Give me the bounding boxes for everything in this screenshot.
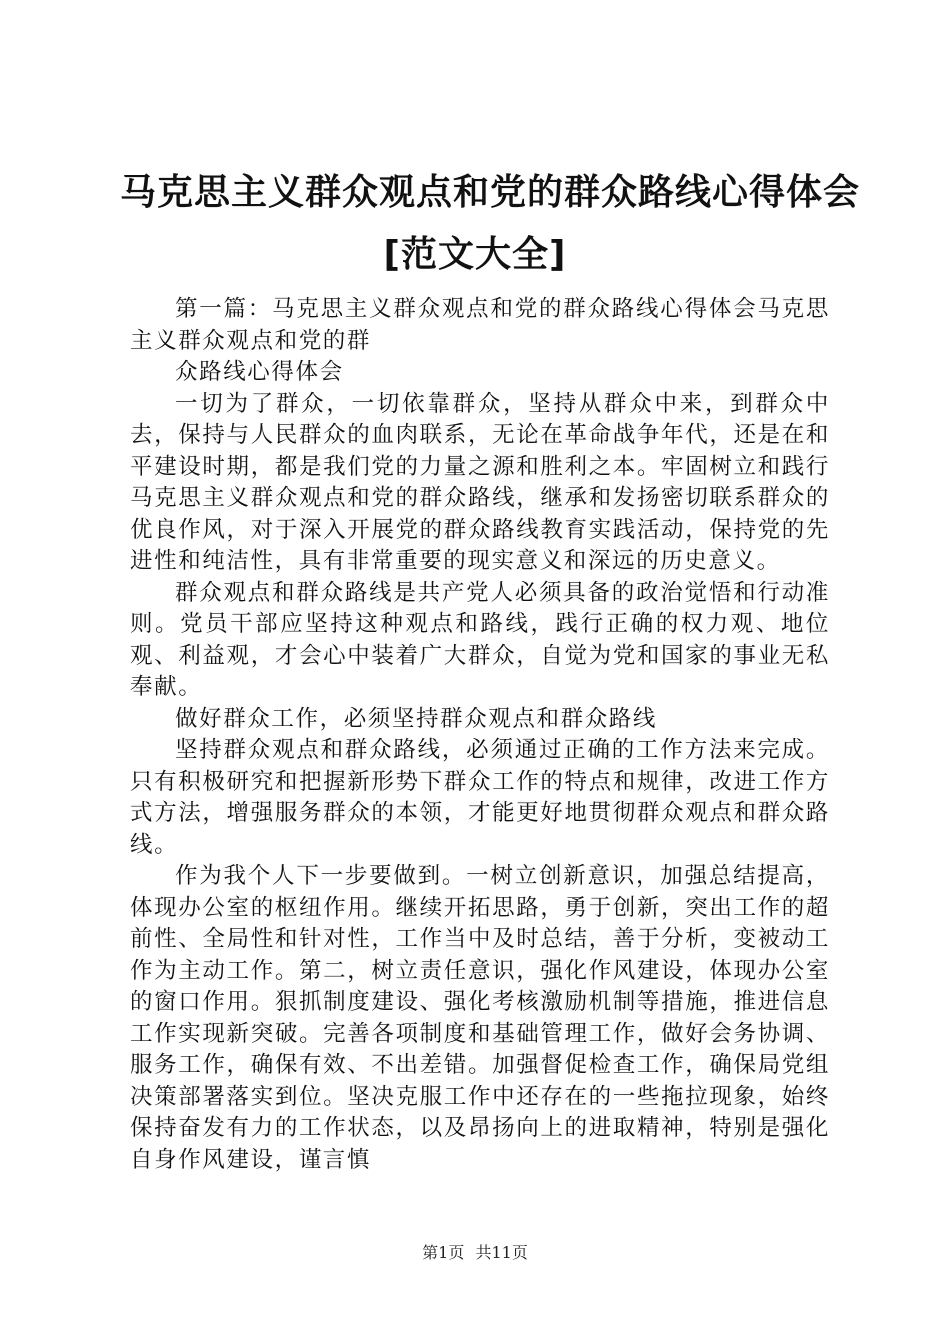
paragraph: 坚持群众观点和群众路线，必须通过正确的工作方法来完成。只有积极研究和把握新形势下群众工作的特点和规律，改进工作方式方法，增强服务群众的本领，才能更好地贯彻群众观点和群众路线。 bbox=[130, 737, 830, 858]
paragraph: 群众观点和群众路线是共产党人必须具备的政治觉悟和行动准则。党员干部应坚持这种观点和路线，践行正确的权力观、地位观、利益观，才会心中装着广大群众，自觉为党和国家的事业无私奉献。 bbox=[130, 579, 830, 700]
paragraph: 一切为了群众，一切依靠群众，坚持从群众中来，到群众中去，保持与人民群众的血肉联系，无论在革命战争年代，还是在和平建设时期，都是我们党的力量之源和胜利之本。牢固树立和践行马克思主义群众观点和党的群众路线，继承和发扬密切联系群众的优良作风，对于深入开展党的群众路线教育实践活动，保持党的先进性和纯洁性，具有非常重要的现实意义和深远的历史意义。 bbox=[130, 390, 830, 574]
paragraph: 众路线心得体会 bbox=[175, 359, 344, 385]
page-number: 第1页 bbox=[422, 1243, 465, 1262]
page-footer bbox=[0, 1242, 950, 1264]
page-total: 共11页 bbox=[475, 1243, 528, 1262]
title-line-1: 马克思主义群众观点和党的群众路线心得体会 bbox=[120, 172, 861, 213]
paragraph: 作为我个人下一步要做到。一树立创新意识，加强总结提高，体现办公室的枢纽作用。继续开拓思路，勇于创新，突出工作的超前性、全局性和针对性，工作当中及时总结，善于分析，变被动工作为主动工作。第二，树立责任意识，强化作风建设，体现办公室的窗口作用。狠抓制度建设、强化考核激励机制等措施，推进信息工作实现新突破。完善各项制度和基础管理工作，做好会务协调、服务工作，确保有效、不出差错。加强督促检查工作，确保局党组决策部署落实到位。坚决克服工作中还存在的一些拖拉现象，始终保持奋发有力的工作状态，以及昂扬向上的进取精神，特别是强化自身作风建设，谨言慎 bbox=[130, 863, 830, 1173]
title-line-2: [范文大全] bbox=[383, 234, 567, 275]
document-body bbox=[130, 294, 830, 1176]
paragraph: 第一篇：马克思主义群众观点和党的群众路线心得体会马克思主义群众观点和党的群 bbox=[130, 296, 830, 354]
document-title bbox=[120, 162, 861, 286]
paragraph: 做好群众工作，必须坚持群众观点和群众路线 bbox=[175, 705, 658, 732]
